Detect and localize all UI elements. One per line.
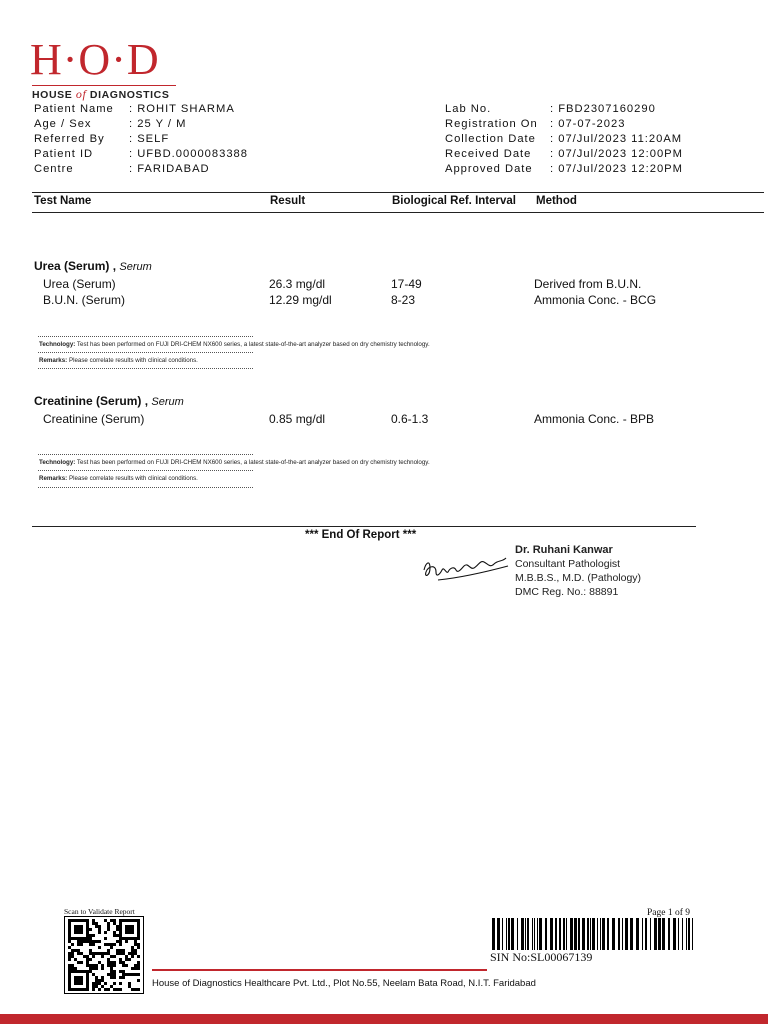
- result-name: B.U.N. (Serum): [43, 293, 126, 307]
- section-title-urea: [34, 259, 152, 273]
- remarks-note: [39, 357, 198, 364]
- patient-id-label: Patient ID: [34, 148, 94, 160]
- logo-tagline-prefix: HOUSE: [32, 89, 76, 101]
- result-name: Creatinine (Serum): [43, 412, 145, 426]
- lab-no-value: : FBD2307160290: [550, 103, 656, 115]
- logo-wordmark: H·O·D: [30, 35, 160, 84]
- collection-label: Collection Date: [445, 133, 536, 145]
- qr-code[interactable]: [64, 916, 144, 994]
- approved-value: : 07/Jul/2023 12:20PM: [550, 163, 683, 175]
- remarks-text: Please correlate results with clinical conditions.: [67, 357, 198, 364]
- patient-name-value: : ROHIT SHARMA: [129, 103, 235, 115]
- barcode: [492, 918, 697, 950]
- qr-label: Scan to Validate Report: [64, 907, 135, 916]
- registration-label: Registration On: [445, 118, 538, 130]
- section-specimen: Serum: [151, 396, 184, 408]
- section-title-creatinine: [34, 394, 184, 408]
- centre-label: Centre: [34, 163, 74, 175]
- footer-address: House of Diagnostics Healthcare Pvt. Ltd., Plot No.55, Neelam Bata Road, N.I.T. Faridabad: [152, 978, 536, 989]
- result-ref: 17-49: [391, 277, 422, 291]
- logo-tagline: [32, 87, 169, 102]
- table-header-bottom-rule: [32, 212, 764, 213]
- result-value: 12.29 mg/dl: [269, 293, 332, 307]
- technology-note: [39, 341, 430, 348]
- doctor-signature: [418, 548, 518, 588]
- doctor-name: Dr. Ruhani Kanwar: [515, 544, 613, 556]
- barcode-graphic: [492, 918, 697, 950]
- result-name: Urea (Serum): [43, 277, 116, 291]
- result-value: 26.3 mg/dl: [269, 277, 326, 291]
- doctor-reg: DMC Reg. No.: 88891: [515, 586, 619, 598]
- technology-text: Test has been performed on FUJI DRI-CHEM NX600 series, a latest state-of-the-art analyzer based on dry chemistry technology.: [75, 341, 430, 348]
- collection-value: : 07/Jul/2023 11:20AM: [550, 133, 683, 145]
- header-ref-interval: Biological Ref. Interval: [392, 195, 516, 207]
- age-sex-label: Age / Sex: [34, 118, 92, 130]
- remarks-label: Remarks:: [39, 475, 68, 482]
- note-divider: [38, 352, 253, 353]
- note-divider: [38, 470, 253, 471]
- note-divider: [38, 454, 253, 455]
- doctor-title: Consultant Pathologist: [515, 558, 621, 570]
- logo-tagline-of: of: [75, 87, 87, 101]
- technology-note: [39, 459, 430, 466]
- remarks-label: Remarks:: [39, 357, 68, 364]
- note-divider: [38, 336, 253, 337]
- technology-label: Technology:: [39, 459, 76, 466]
- received-value: : 07/Jul/2023 12:00PM: [550, 148, 683, 160]
- patient-info-right: [445, 102, 683, 177]
- logo-tagline-suffix: DIAGNOSTICS: [86, 89, 170, 101]
- section-specimen: Serum: [119, 261, 152, 273]
- remarks-text: Please correlate results with clinical conditions.: [67, 475, 198, 482]
- note-divider: [38, 368, 253, 369]
- note-divider: [38, 487, 253, 488]
- header-result: Result: [270, 195, 306, 207]
- referred-by-value: : SELF: [129, 133, 170, 145]
- result-value: 0.85 mg/dl: [269, 412, 326, 426]
- end-rule: [32, 526, 696, 527]
- centre-value: : FARIDABAD: [129, 163, 210, 175]
- technology-text: Test has been performed on FUJI DRI-CHEM NX600 series, a latest state-of-the-art analyzer based on dry chemistry technology.: [75, 459, 430, 466]
- result-method: Derived from B.U.N.: [534, 277, 642, 291]
- doctor-degrees: M.B.B.S., M.D. (Pathology): [515, 572, 642, 584]
- sin-number: SIN No:SL00067139: [490, 950, 593, 964]
- section-title-text: Urea (Serum) ,: [34, 259, 120, 273]
- referred-by-label: Referred By: [34, 133, 105, 145]
- approved-label: Approved Date: [445, 163, 533, 175]
- header-method: Method: [536, 195, 577, 207]
- patient-id-value: : UFBD.0000083388: [129, 148, 248, 160]
- patient-name-label: Patient Name: [34, 103, 114, 115]
- technology-label: Technology:: [39, 341, 76, 348]
- page-number: Page 1 of 9: [647, 908, 691, 918]
- remarks-note: [39, 475, 198, 482]
- registration-value: : 07-07-2023: [550, 118, 626, 130]
- result-ref: 0.6-1.3: [391, 412, 429, 426]
- result-ref: 8-23: [391, 293, 416, 307]
- hod-logo: [30, 35, 180, 101]
- lab-no-label: Lab No.: [445, 103, 492, 115]
- patient-info-left: [34, 102, 248, 177]
- result-method: Ammonia Conc. - BCG: [534, 293, 657, 307]
- received-label: Received Date: [445, 148, 532, 160]
- qr-code-graphic: [65, 917, 143, 993]
- age-sex-value: : 25 Y / M: [129, 118, 187, 130]
- end-of-report: *** End Of Report ***: [305, 529, 417, 541]
- footer-rule: [152, 969, 487, 971]
- footer-bar: [0, 1014, 768, 1024]
- header-test-name: Test Name: [34, 195, 92, 207]
- result-method: Ammonia Conc. - BPB: [534, 412, 655, 426]
- table-header-top-rule: [32, 192, 764, 193]
- section-title-text: Creatinine (Serum) ,: [34, 394, 152, 408]
- logo-rule: [32, 85, 176, 86]
- doctor-block: [515, 543, 641, 599]
